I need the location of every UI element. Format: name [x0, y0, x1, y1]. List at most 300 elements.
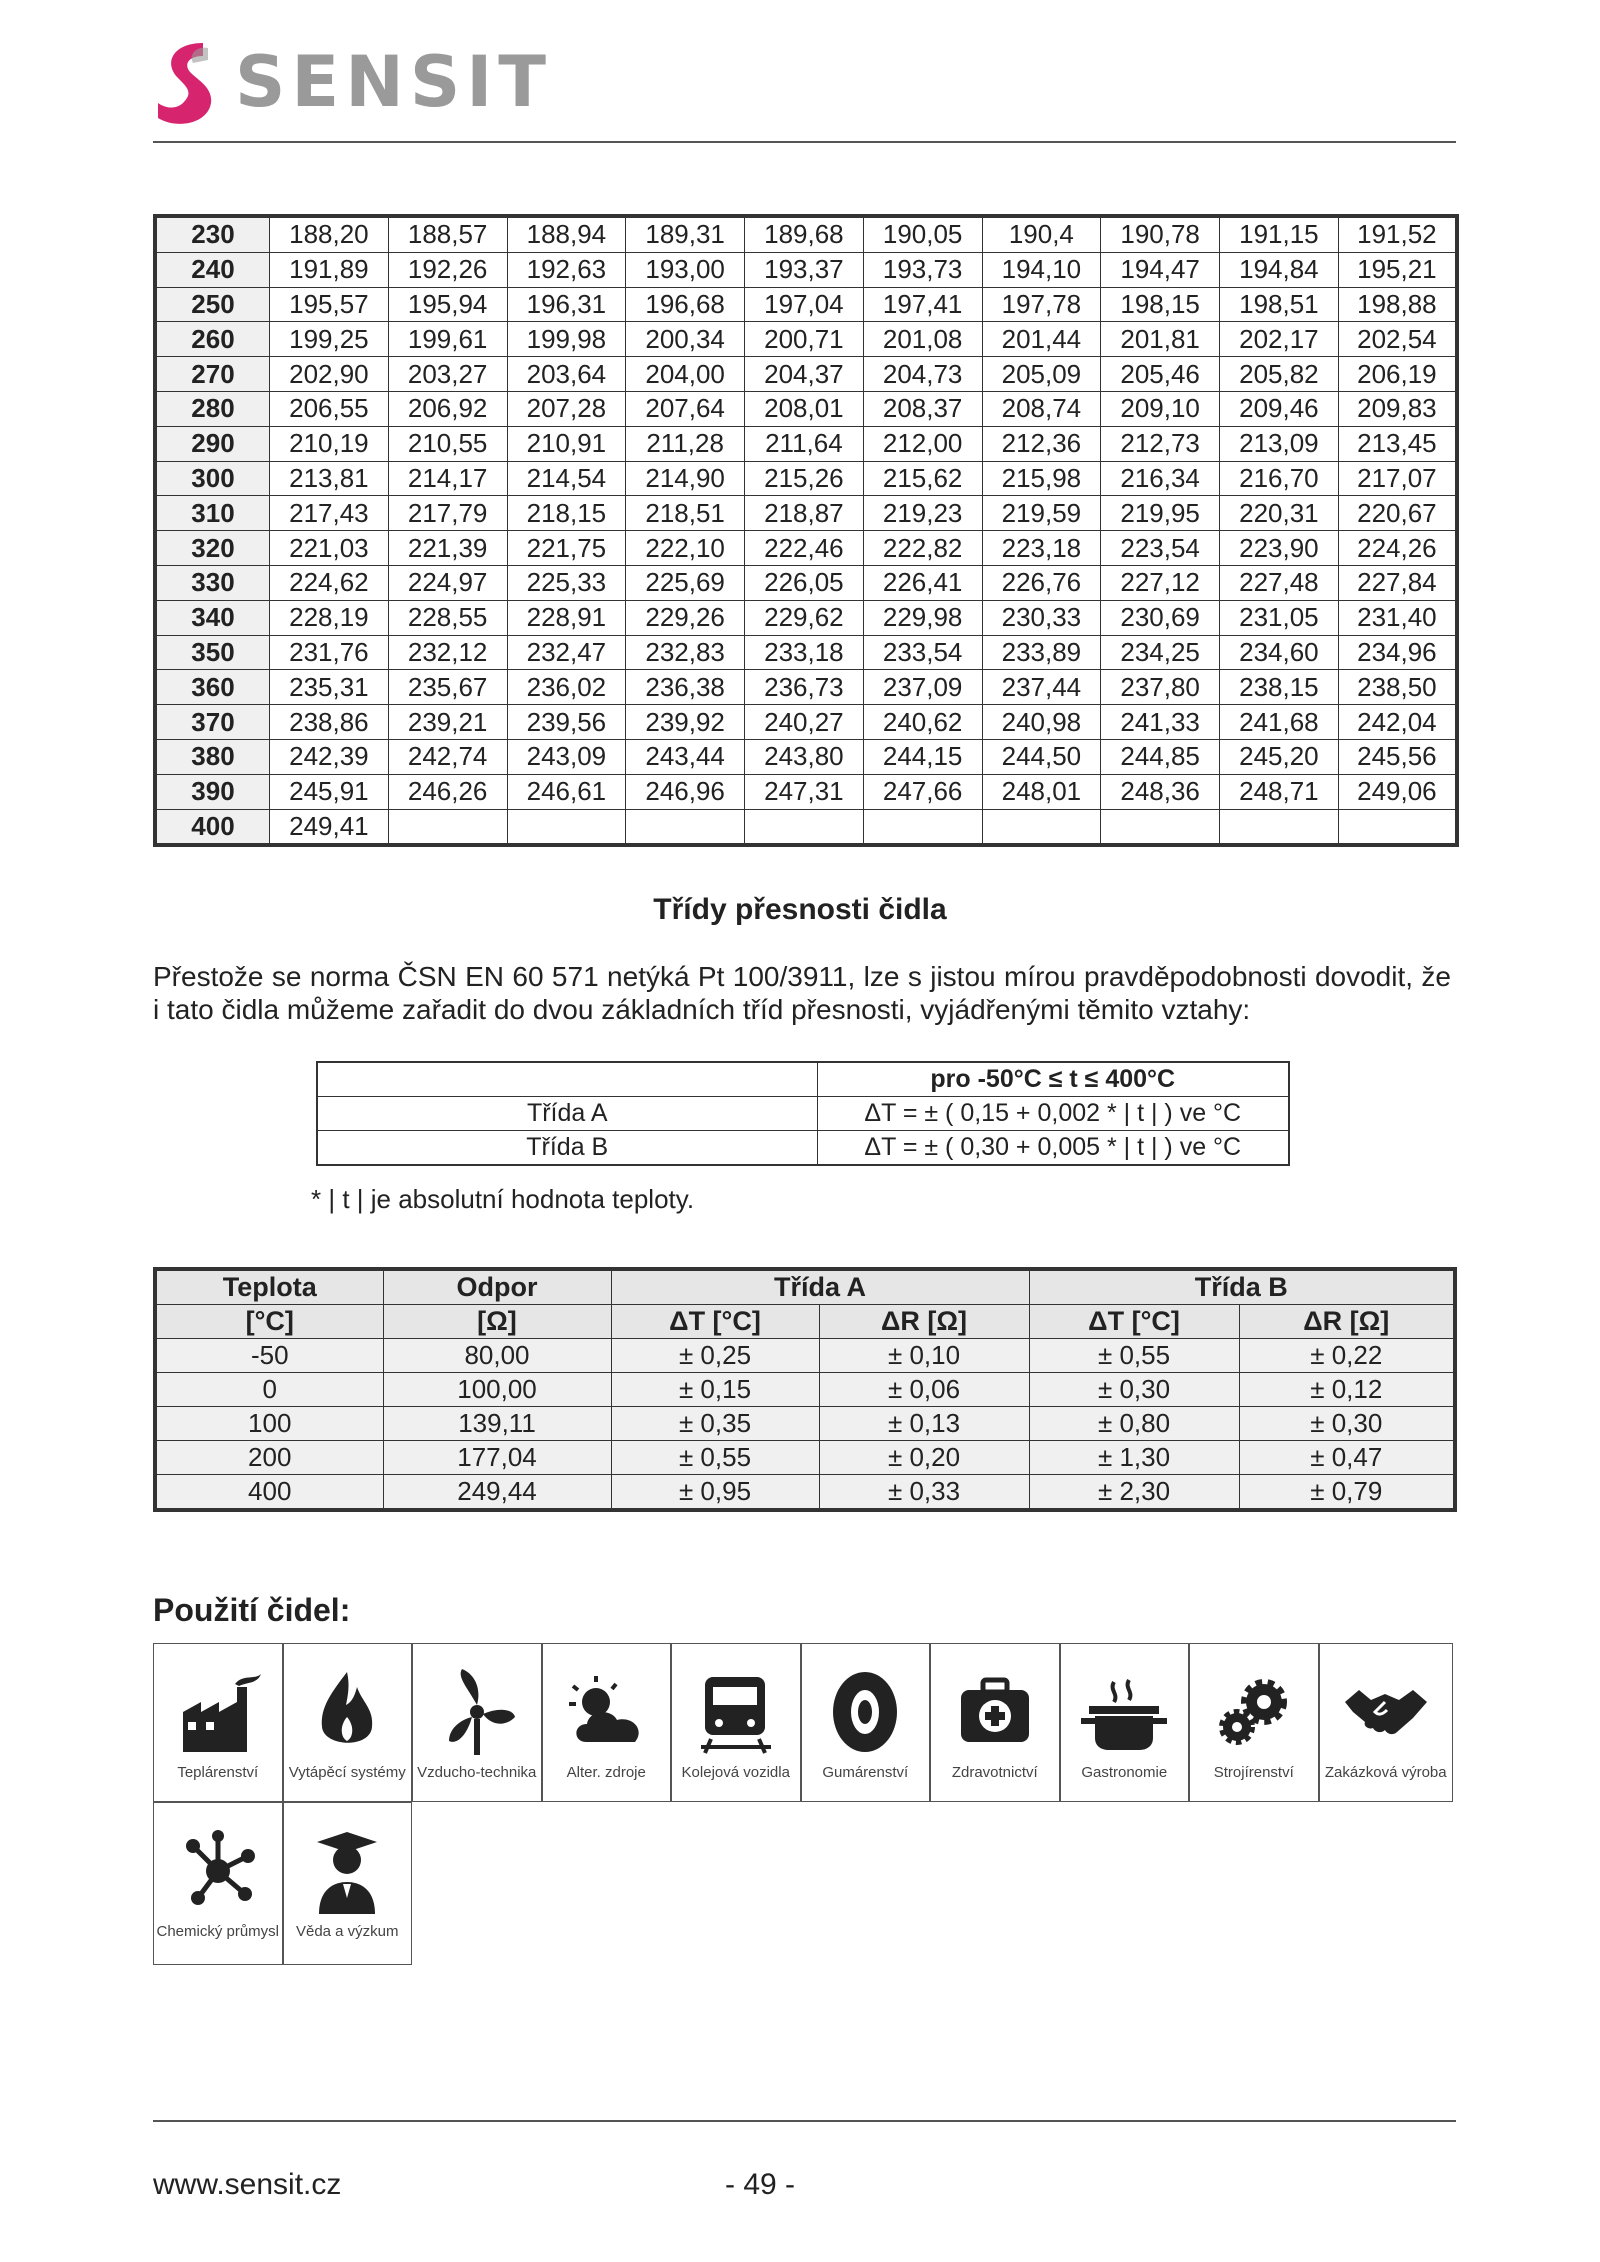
class-table-header: pro -50°C ≤ t ≤ 400°C [817, 1062, 1289, 1097]
resistance-value-cell: 218,87 [745, 496, 864, 531]
page-number: - 49 - [725, 2168, 796, 2201]
resistance-value-cell: 239,21 [388, 705, 507, 740]
resistance-value-cell: 195,21 [1338, 252, 1457, 287]
temperature-cell: 390 [155, 774, 270, 809]
accuracy-class-table [316, 1061, 1290, 1166]
resistance-value-cell: 248,01 [982, 774, 1101, 809]
resistance-value-cell: 198,88 [1338, 287, 1457, 322]
temperature-cell: 310 [155, 496, 270, 531]
resistance-value-cell: 222,10 [626, 531, 745, 566]
usage-item-vytapeci-systemy [283, 1643, 413, 1802]
resistance-value-cell: 202,90 [270, 357, 389, 392]
resistance-value-cell: 227,48 [1220, 565, 1339, 600]
handshake-icon [1341, 1672, 1431, 1752]
resistance-row [155, 496, 1457, 531]
resistance-value-cell: 188,94 [507, 216, 626, 252]
resistance-row [155, 600, 1457, 635]
tolerance-cell: ± 0,80 [1029, 1407, 1239, 1441]
resistance-value-cell: 228,19 [270, 600, 389, 635]
resistance-value-cell: 227,12 [1101, 565, 1220, 600]
resistance-value-cell: 248,71 [1220, 774, 1339, 809]
resistance-value-cell: 195,94 [388, 287, 507, 322]
teplota-header: Teplota [155, 1269, 383, 1305]
tolerance-cell: 100,00 [383, 1373, 611, 1407]
resistance-value-cell: 238,50 [1338, 670, 1457, 705]
tolerance-cell: ± 0,13 [819, 1407, 1029, 1441]
resistance-value-cell: 248,36 [1101, 774, 1220, 809]
temperature-cell: 290 [155, 426, 270, 461]
teplota-unit: [°C] [155, 1305, 383, 1339]
resistance-value-cell: 249,41 [270, 809, 389, 845]
resistance-value-cell: 206,19 [1338, 357, 1457, 392]
resistance-value-cell: 215,62 [863, 461, 982, 496]
resistance-value-cell: 209,83 [1338, 391, 1457, 426]
resistance-value-cell: 192,26 [388, 252, 507, 287]
resistance-value-cell: 226,05 [745, 565, 864, 600]
resistance-value-cell: 204,00 [626, 357, 745, 392]
tolerance-cell: 0 [155, 1373, 383, 1407]
resistance-value-cell: 247,31 [745, 774, 864, 809]
resistance-row [155, 670, 1457, 705]
temperature-cell: 370 [155, 705, 270, 740]
resistance-value-cell: 216,34 [1101, 461, 1220, 496]
resistance-row [155, 287, 1457, 322]
resistance-value-cell: 222,82 [863, 531, 982, 566]
temperature-cell: 330 [155, 565, 270, 600]
resistance-value-cell: 241,68 [1220, 705, 1339, 740]
resistance-value-cell: 213,45 [1338, 426, 1457, 461]
temperature-cell: 320 [155, 531, 270, 566]
resistance-row [155, 739, 1457, 774]
resistance-value-cell: 201,44 [982, 322, 1101, 357]
resistance-value-cell: 199,98 [507, 322, 626, 357]
tolerance-row [155, 1475, 1455, 1511]
resistance-value-cell: 209,10 [1101, 391, 1220, 426]
tolerance-cell: 177,04 [383, 1441, 611, 1475]
resistance-value-cell: 242,04 [1338, 705, 1457, 740]
resistance-value-cell: 234,96 [1338, 635, 1457, 670]
usage-label: Alter. zdroje [566, 1764, 646, 1781]
resistance-value-cell: 210,55 [388, 426, 507, 461]
resistance-value-cell: 194,47 [1101, 252, 1220, 287]
resistance-value-cell: 215,98 [982, 461, 1101, 496]
usage-item-strojirenstvi [1189, 1643, 1319, 1802]
resistance-value-cell [863, 809, 982, 845]
tolerance-cell: 80,00 [383, 1339, 611, 1373]
tolerance-cell: ± 0,35 [611, 1407, 819, 1441]
class-formula: ΔT = ± ( 0,30 + 0,005 * | t | ) ve °C [817, 1131, 1289, 1166]
resistance-value-cell: 220,31 [1220, 496, 1339, 531]
resistance-value-cell: 233,89 [982, 635, 1101, 670]
usage-label: Gumárenství [822, 1764, 909, 1781]
usage-item-veda-a-vyzkum [283, 1802, 413, 1965]
tolerance-cell: ± 0,20 [819, 1441, 1029, 1475]
resistance-value-cell: 211,28 [626, 426, 745, 461]
resistance-value-cell: 240,98 [982, 705, 1101, 740]
resistance-value-cell: 224,26 [1338, 531, 1457, 566]
temperature-cell: 260 [155, 322, 270, 357]
resistance-value-cell: 235,67 [388, 670, 507, 705]
temperature-cell: 270 [155, 357, 270, 392]
resistance-value-cell: 228,55 [388, 600, 507, 635]
resistance-value-cell: 200,34 [626, 322, 745, 357]
temperature-cell: 350 [155, 635, 270, 670]
resistance-value-cell: 197,04 [745, 287, 864, 322]
fan-icon [437, 1667, 517, 1757]
resistance-value-cell: 193,00 [626, 252, 745, 287]
tolerance-cell: ± 2,30 [1029, 1475, 1239, 1511]
resistance-value-cell: 195,57 [270, 287, 389, 322]
resistance-value-cell: 217,07 [1338, 461, 1457, 496]
tolerance-cell: ± 0,10 [819, 1339, 1029, 1373]
resistance-value-cell: 204,37 [745, 357, 864, 392]
resistance-value-cell: 230,33 [982, 600, 1101, 635]
class-a-header: Třída A [611, 1269, 1029, 1305]
resistance-table [153, 214, 1459, 847]
resistance-row [155, 391, 1457, 426]
class-a-dr-header: ΔR [Ω] [819, 1305, 1029, 1339]
resistance-value-cell: 205,46 [1101, 357, 1220, 392]
resistance-value-cell: 229,98 [863, 600, 982, 635]
resistance-value-cell: 239,56 [507, 705, 626, 740]
tolerance-cell: ± 0,47 [1239, 1441, 1455, 1475]
resistance-value-cell: 219,59 [982, 496, 1101, 531]
odpor-header: Odpor [383, 1269, 611, 1305]
resistance-value-cell: 222,46 [745, 531, 864, 566]
resistance-value-cell: 215,26 [745, 461, 864, 496]
resistance-value-cell: 209,46 [1220, 391, 1339, 426]
usage-item-zdravotnictvi [930, 1643, 1060, 1802]
tolerance-cell: ± 0,79 [1239, 1475, 1455, 1511]
tolerance-cell: ± 0,22 [1239, 1339, 1455, 1373]
resistance-value-cell: 244,15 [863, 739, 982, 774]
resistance-value-cell: 240,27 [745, 705, 864, 740]
class-name: Třída A [317, 1097, 817, 1131]
tolerance-cell: -50 [155, 1339, 383, 1373]
resistance-value-cell: 237,80 [1101, 670, 1220, 705]
resistance-value-cell: 198,15 [1101, 287, 1220, 322]
usage-label: Věda a výzkum [295, 1923, 399, 1940]
usage-item-vzduchotechnika [412, 1643, 542, 1802]
tolerance-cell: ± 0,15 [611, 1373, 819, 1407]
resistance-row [155, 252, 1457, 287]
resistance-value-cell: 200,71 [745, 322, 864, 357]
resistance-value-cell: 208,01 [745, 391, 864, 426]
resistance-value-cell: 223,54 [1101, 531, 1220, 566]
gears-icon [1209, 1672, 1299, 1752]
resistance-row [155, 635, 1457, 670]
resistance-value-cell: 205,09 [982, 357, 1101, 392]
resistance-value-cell: 238,15 [1220, 670, 1339, 705]
resistance-row [155, 531, 1457, 566]
resistance-value-cell: 212,73 [1101, 426, 1220, 461]
class-name: Třída B [317, 1131, 817, 1166]
temperature-cell: 380 [155, 739, 270, 774]
resistance-value-cell: 202,17 [1220, 322, 1339, 357]
resistance-row [155, 461, 1457, 496]
resistance-value-cell: 210,91 [507, 426, 626, 461]
usage-label: Chemický průmysl [156, 1923, 280, 1940]
tolerance-row [155, 1373, 1455, 1407]
resistance-value-cell: 233,18 [745, 635, 864, 670]
tolerance-cell: 100 [155, 1407, 383, 1441]
tolerance-cell: ± 0,06 [819, 1373, 1029, 1407]
resistance-value-cell: 235,31 [270, 670, 389, 705]
resistance-row [155, 774, 1457, 809]
resistance-value-cell: 236,02 [507, 670, 626, 705]
resistance-value-cell: 237,09 [863, 670, 982, 705]
resistance-value-cell: 244,50 [982, 739, 1101, 774]
resistance-value-cell: 201,81 [1101, 322, 1220, 357]
intro-paragraph: Přestože se norma ČSN EN 60 571 netýká Pt 100/3911, lze s jistou mírou pravděpodobnosti dovodit, že i tato čidla můžeme zařadit do dvou základních tříd přesnosti, vyjádřenými těmito vztahy: [153, 961, 1451, 1025]
resistance-row [155, 565, 1457, 600]
resistance-value-cell: 214,90 [626, 461, 745, 496]
resistance-value-cell: 214,17 [388, 461, 507, 496]
resistance-value-cell: 205,82 [1220, 357, 1339, 392]
tolerance-cell: 249,44 [383, 1475, 611, 1511]
tolerance-cell: ± 0,33 [819, 1475, 1029, 1511]
usage-label: Zakázková výroba [1324, 1764, 1447, 1781]
section-title: Třídy přesnosti čidla [653, 893, 947, 926]
resistance-value-cell: 207,28 [507, 391, 626, 426]
resistance-value-cell: 233,54 [863, 635, 982, 670]
temperature-cell: 400 [155, 809, 270, 845]
resistance-value-cell: 249,06 [1338, 774, 1457, 809]
resistance-value-cell: 243,44 [626, 739, 745, 774]
resistance-value-cell: 192,63 [507, 252, 626, 287]
resistance-value-cell: 194,84 [1220, 252, 1339, 287]
resistance-value-cell: 197,41 [863, 287, 982, 322]
resistance-value-cell [507, 809, 626, 845]
resistance-value-cell: 211,64 [745, 426, 864, 461]
usage-title: Použití čidel: [153, 1592, 351, 1628]
resistance-value-cell: 243,80 [745, 739, 864, 774]
resistance-value-cell: 227,84 [1338, 565, 1457, 600]
tolerance-cell: 400 [155, 1475, 383, 1511]
footnote: * | t | je absolutní hodnota teploty. [311, 1184, 695, 1214]
resistance-value-cell: 230,69 [1101, 600, 1220, 635]
resistance-value-cell: 228,91 [507, 600, 626, 635]
resistance-value-cell: 190,4 [982, 216, 1101, 252]
resistance-value-cell: 191,15 [1220, 216, 1339, 252]
resistance-value-cell: 191,52 [1338, 216, 1457, 252]
resistance-value-cell: 218,15 [507, 496, 626, 531]
resistance-value-cell: 242,39 [270, 739, 389, 774]
resistance-value-cell: 245,56 [1338, 739, 1457, 774]
resistance-value-cell: 193,73 [863, 252, 982, 287]
header [153, 38, 553, 128]
usage-label: Kolejová vozidla [681, 1764, 790, 1781]
resistance-value-cell: 188,57 [388, 216, 507, 252]
resistance-value-cell: 194,10 [982, 252, 1101, 287]
resistance-value-cell: 246,26 [388, 774, 507, 809]
resistance-value-cell [1220, 809, 1339, 845]
temperature-cell: 300 [155, 461, 270, 496]
resistance-value-cell: 197,78 [982, 287, 1101, 322]
resistance-value-cell: 238,86 [270, 705, 389, 740]
usage-item-gastronomie [1060, 1643, 1190, 1802]
resistance-value-cell: 232,83 [626, 635, 745, 670]
usage-item-chemicky-prumysl [153, 1802, 283, 1965]
resistance-value-cell: 223,90 [1220, 531, 1339, 566]
train-icon [691, 1667, 781, 1757]
temperature-cell: 340 [155, 600, 270, 635]
resistance-value-cell: 193,37 [745, 252, 864, 287]
graduate-icon [307, 1826, 387, 1916]
usage-item-gumarenstvi [801, 1643, 931, 1802]
temperature-cell: 250 [155, 287, 270, 322]
class-b-dr-header: ΔR [Ω] [1239, 1305, 1455, 1339]
logo-text: SENSIT [235, 41, 553, 123]
resistance-value-cell: 225,33 [507, 565, 626, 600]
class-a-dt-header: ΔT [°C] [611, 1305, 819, 1339]
resistance-value-cell: 242,74 [388, 739, 507, 774]
tolerance-cell: ± 0,55 [1029, 1339, 1239, 1373]
resistance-row [155, 809, 1457, 845]
resistance-value-cell: 246,96 [626, 774, 745, 809]
tolerance-row [155, 1407, 1455, 1441]
resistance-value-cell: 191,89 [270, 252, 389, 287]
resistance-value-cell: 223,18 [982, 531, 1101, 566]
resistance-value-cell: 201,08 [863, 322, 982, 357]
resistance-value-cell: 217,43 [270, 496, 389, 531]
resistance-value-cell: 236,38 [626, 670, 745, 705]
pot-icon [1079, 1672, 1169, 1752]
resistance-value-cell: 213,81 [270, 461, 389, 496]
resistance-value-cell: 202,54 [1338, 322, 1457, 357]
resistance-value-cell [388, 809, 507, 845]
resistance-value-cell: 236,73 [745, 670, 864, 705]
resistance-value-cell: 226,41 [863, 565, 982, 600]
tolerance-cell: ± 0,30 [1029, 1373, 1239, 1407]
resistance-value-cell: 240,62 [863, 705, 982, 740]
resistance-value-cell [1338, 809, 1457, 845]
resistance-value-cell: 229,62 [745, 600, 864, 635]
resistance-value-cell: 196,68 [626, 287, 745, 322]
resistance-value-cell [745, 809, 864, 845]
resistance-value-cell: 206,55 [270, 391, 389, 426]
resistance-value-cell: 217,79 [388, 496, 507, 531]
resistance-value-cell: 244,85 [1101, 739, 1220, 774]
temperature-cell: 360 [155, 670, 270, 705]
resistance-value-cell: 243,09 [507, 739, 626, 774]
resistance-value-cell: 208,37 [863, 391, 982, 426]
tolerance-cell: ± 0,25 [611, 1339, 819, 1373]
resistance-value-cell: 207,64 [626, 391, 745, 426]
resistance-row [155, 216, 1457, 252]
resistance-value-cell: 246,61 [507, 774, 626, 809]
usage-label: Teplárenství [177, 1764, 259, 1781]
temperature-cell: 280 [155, 391, 270, 426]
resistance-value-cell: 212,00 [863, 426, 982, 461]
resistance-value-cell: 218,51 [626, 496, 745, 531]
tire-icon [825, 1667, 905, 1757]
resistance-value-cell: 231,40 [1338, 600, 1457, 635]
resistance-value-cell: 239,92 [626, 705, 745, 740]
usage-item-zakazkova-vyroba [1319, 1643, 1454, 1802]
resistance-value-cell: 216,70 [1220, 461, 1339, 496]
resistance-value-cell: 199,61 [388, 322, 507, 357]
resistance-value-cell: 229,26 [626, 600, 745, 635]
resistance-value-cell: 188,20 [270, 216, 389, 252]
resistance-value-cell: 221,03 [270, 531, 389, 566]
sensit-logo-icon [153, 38, 223, 128]
class-formula: ΔT = ± ( 0,15 + 0,002 * | t | ) ve °C [817, 1097, 1289, 1131]
resistance-value-cell: 234,25 [1101, 635, 1220, 670]
usage-label: Vzducho-technika [417, 1764, 537, 1781]
resistance-value-cell: 245,20 [1220, 739, 1339, 774]
tolerance-row [155, 1441, 1455, 1475]
resistance-value-cell: 220,67 [1338, 496, 1457, 531]
class-b-header: Třída B [1029, 1269, 1455, 1305]
resistance-value-cell: 190,05 [863, 216, 982, 252]
tolerance-row [155, 1339, 1455, 1373]
resistance-value-cell: 241,33 [1101, 705, 1220, 740]
usage-item-kolejova-vozidla [671, 1643, 801, 1802]
flame-icon [312, 1667, 382, 1757]
resistance-value-cell [626, 809, 745, 845]
usage-label: Gastronomie [1081, 1764, 1168, 1781]
resistance-value-cell: 190,78 [1101, 216, 1220, 252]
factory-icon [173, 1672, 263, 1752]
resistance-row [155, 322, 1457, 357]
molecule-icon [173, 1826, 263, 1916]
resistance-value-cell: 208,74 [982, 391, 1101, 426]
resistance-value-cell: 231,05 [1220, 600, 1339, 635]
tolerance-cell: ± 0,30 [1239, 1407, 1455, 1441]
resistance-value-cell: 214,54 [507, 461, 626, 496]
usage-grid [153, 1643, 1453, 1965]
resistance-value-cell: 189,31 [626, 216, 745, 252]
odpor-unit: [Ω] [383, 1305, 611, 1339]
tolerance-cell: ± 0,55 [611, 1441, 819, 1475]
tolerance-cell: ± 0,12 [1239, 1373, 1455, 1407]
usage-label: Strojírenství [1213, 1764, 1294, 1781]
resistance-value-cell: 245,91 [270, 774, 389, 809]
resistance-value-cell: 221,75 [507, 531, 626, 566]
usage-label: Vytápěcí systémy [288, 1764, 406, 1781]
resistance-value-cell: 231,76 [270, 635, 389, 670]
resistance-value-cell: 226,76 [982, 565, 1101, 600]
resistance-value-cell: 232,12 [388, 635, 507, 670]
resistance-row [155, 357, 1457, 392]
usage-label: Zdravotnictví [951, 1764, 1038, 1781]
tolerance-cell: 200 [155, 1441, 383, 1475]
tolerance-cell: 139,11 [383, 1407, 611, 1441]
resistance-value-cell: 224,62 [270, 565, 389, 600]
resistance-value-cell: 232,47 [507, 635, 626, 670]
resistance-value-cell: 219,23 [863, 496, 982, 531]
resistance-value-cell: 196,31 [507, 287, 626, 322]
resistance-value-cell [1101, 809, 1220, 845]
resistance-value-cell: 224,97 [388, 565, 507, 600]
medkit-icon [955, 1672, 1035, 1752]
resistance-value-cell: 219,95 [1101, 496, 1220, 531]
footer-url[interactable]: www.sensit.cz [153, 2168, 342, 2201]
resistance-value-cell: 203,27 [388, 357, 507, 392]
tolerance-cell: ± 1,30 [1029, 1441, 1239, 1475]
resistance-value-cell: 225,69 [626, 565, 745, 600]
resistance-value-cell: 198,51 [1220, 287, 1339, 322]
tolerance-table [153, 1267, 1457, 1512]
temperature-cell: 240 [155, 252, 270, 287]
footer-divider [153, 2120, 1456, 2122]
resistance-row [155, 426, 1457, 461]
class-table-empty-cell [317, 1062, 817, 1097]
resistance-value-cell: 237,44 [982, 670, 1101, 705]
resistance-value-cell: 213,09 [1220, 426, 1339, 461]
class-b-dt-header: ΔT [°C] [1029, 1305, 1239, 1339]
